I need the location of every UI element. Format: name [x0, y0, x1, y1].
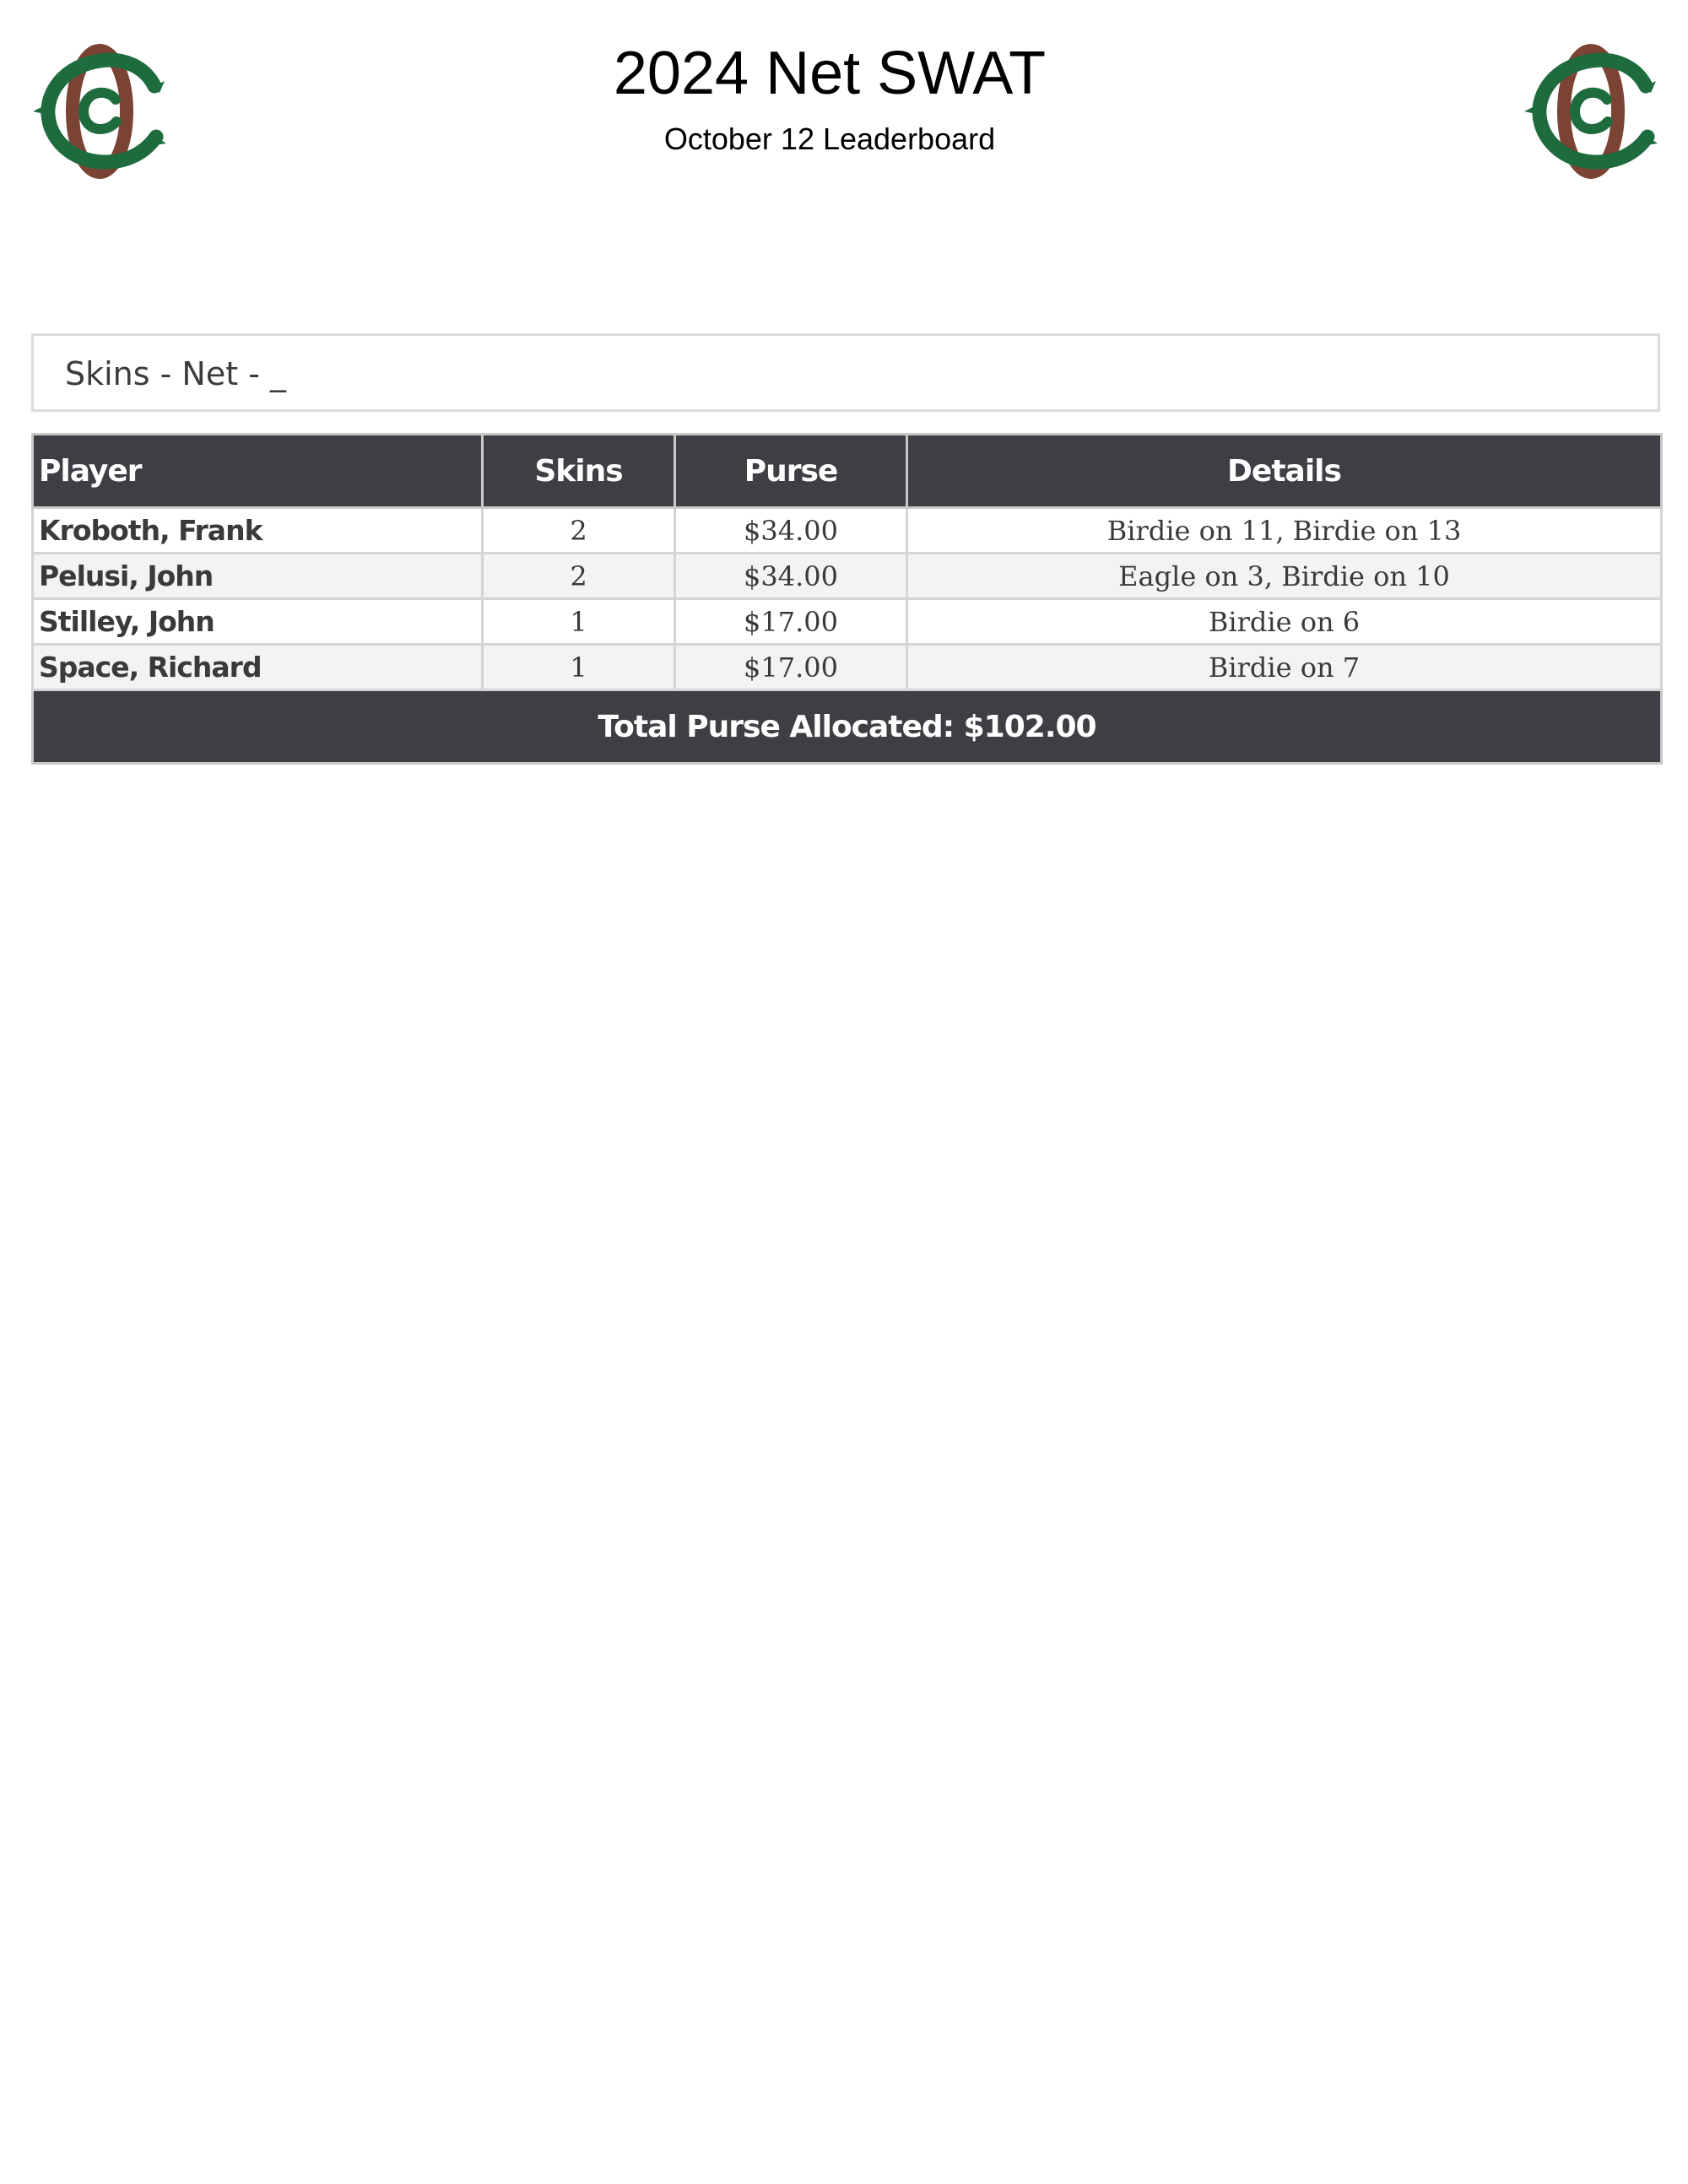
purse-cell: $34.00: [675, 554, 907, 599]
total-purse-label: Total Purse Allocated: $102.00: [33, 690, 1662, 764]
skins-cell: 2: [483, 508, 675, 554]
player-cell: Pelusi, John: [33, 554, 483, 599]
table-header-row: [33, 435, 1662, 508]
page-title: 2024 Net SWAT: [613, 40, 1047, 107]
table-row: [33, 554, 1662, 599]
table-row: [33, 645, 1662, 690]
player-cell: Space, Richard: [33, 645, 483, 690]
purse-cell: $17.00: [675, 645, 907, 690]
column-header-details: Details: [907, 435, 1662, 508]
column-header-skins: Skins: [483, 435, 675, 508]
purse-cell: $34.00: [675, 508, 907, 554]
club-logo-right: [1519, 44, 1663, 179]
skins-table: [31, 433, 1663, 765]
column-header-player: Player: [33, 435, 483, 508]
occ-monogram-icon: [1519, 44, 1663, 179]
table-row: [33, 599, 1662, 645]
skins-cell: 1: [483, 645, 675, 690]
section-title: Skins - Net - _: [65, 355, 287, 392]
player-cell: Kroboth, Frank: [33, 508, 483, 554]
details-cell: Birdie on 7: [907, 645, 1662, 690]
column-header-purse: Purse: [675, 435, 907, 508]
player-cell: Stilley, John: [33, 599, 483, 645]
page-header: [0, 0, 1688, 203]
details-cell: Eagle on 3, Birdie on 10: [907, 554, 1662, 599]
skins-cell: 2: [483, 554, 675, 599]
skins-cell: 1: [483, 599, 675, 645]
purse-cell: $17.00: [675, 599, 907, 645]
details-cell: Birdie on 6: [907, 599, 1662, 645]
page-subtitle: October 12 Leaderboard: [663, 122, 996, 156]
details-cell: Birdie on 11, Birdie on 13: [907, 508, 1662, 554]
table-row: [33, 508, 1662, 554]
section-header-box: [31, 333, 1660, 412]
table-footer-row: [33, 690, 1662, 764]
